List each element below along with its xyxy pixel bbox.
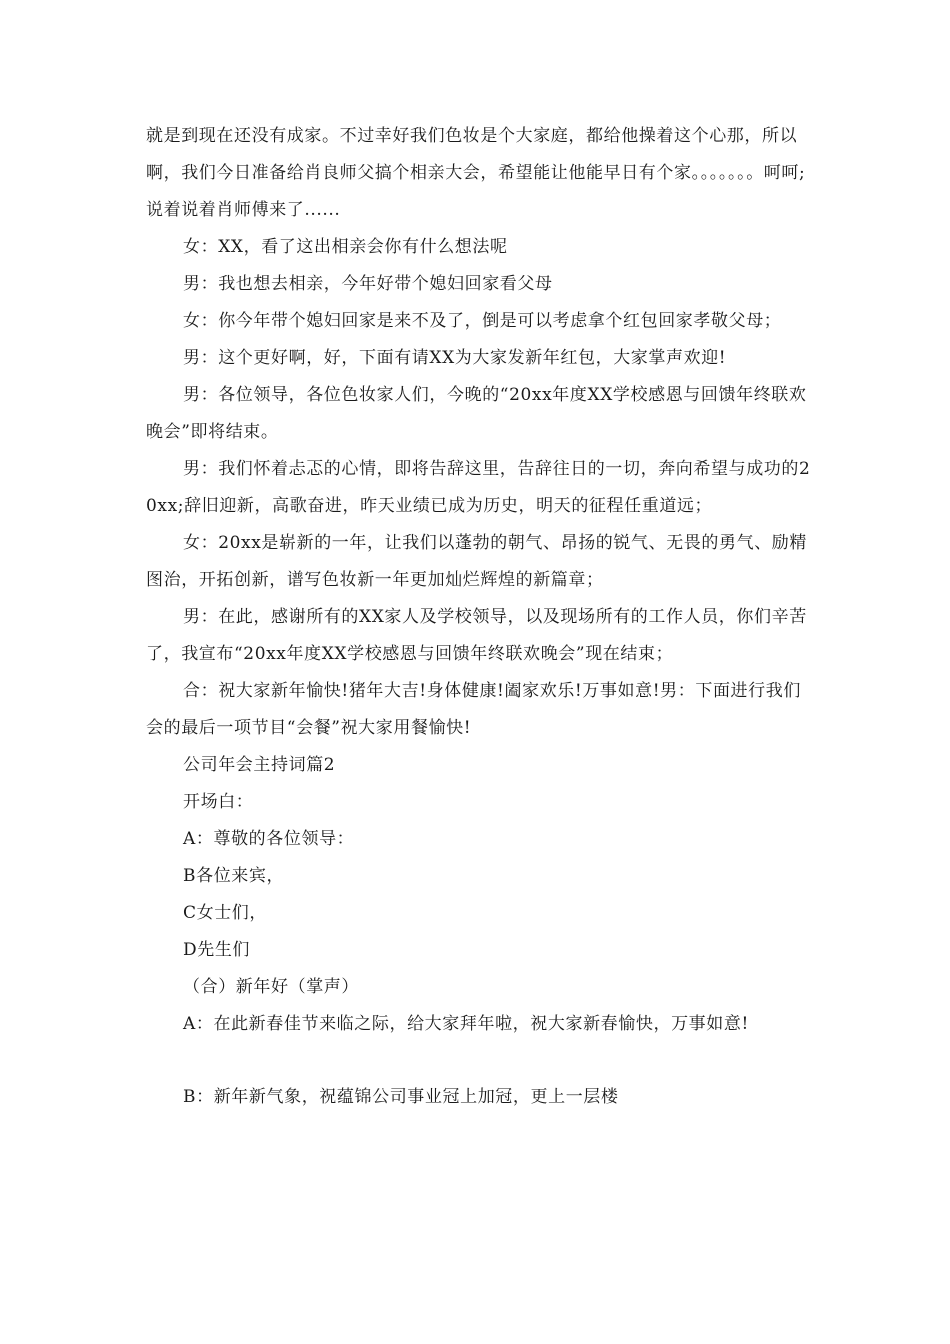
paragraph-dialogue: 男：这个更好啊，好，下面有请XX为大家发新年红包，大家掌声欢迎!: [183, 348, 727, 368]
paragraph-line: （合）新年好（掌声）: [183, 977, 359, 997]
paragraph-line: C女士们，: [183, 903, 268, 923]
paragraph-dialogue: 男：我们怀着忐忑的心情，即将告辞这里，告辞往日的一切，奔向希望与成功的20xx;辞旧迎新，高歌奋进，昨天业绩已成为历史，明天的征程任重道远；: [146, 459, 811, 516]
paragraph-label: 开场白：: [183, 792, 254, 812]
document-body: [146, 118, 816, 1116]
paragraph-line: B：新年新气象，祝蕴锦公司事业冠上加冠，更上一层楼: [183, 1087, 619, 1107]
paragraph-line: A：在此新春佳节来临之际，给大家拜年啦，祝大家新春愉快，万事如意!: [183, 1014, 749, 1034]
section-heading: 公司年会主持词篇2: [183, 755, 336, 775]
paragraph-dialogue: 合：祝大家新年愉快!猪年大吉!身体健康!阖家欢乐!万事如意!男：下面进行我们会的最后一项节目“会餐”祝大家用餐愉快!: [146, 681, 801, 738]
paragraph-dialogue: 女：你今年带个媳妇回家是来不及了，倒是可以考虑拿个红包回家孝敬父母；: [183, 311, 782, 331]
paragraph-spacer: [146, 1043, 816, 1079]
paragraph-dialogue: 男：在此，感谢所有的XX家人及学校领导，以及现场所有的工作人员，你们辛苦了，我宣布“20xx年度XX学校感恩与回馈年终联欢晚会”现在结束；: [146, 607, 807, 664]
paragraph-dialogue: 女：20xx是崭新的一年，让我们以蓬勃的朝气、昂扬的锐气、无畏的勇气、励精图治，开拓创新，谱写色妆新一年更加灿烂辉煌的新篇章；: [146, 533, 808, 590]
paragraph-line: A：尊敬的各位领导：: [183, 829, 355, 849]
paragraph-opening: 就是到现在还没有成家。不过幸好我们色妆是个大家庭，都给他操着这个心那，所以啊，我们今日准备给肖良师父搞个相亲大会，希望能让他能早日有个家。。。。。。。呵呵;说着说着肖师傅来了......: [146, 126, 806, 220]
paragraph-line: B各位来宾，: [183, 866, 285, 886]
paragraph-dialogue: 女：XX，看了这出相亲会你有什么想法呢: [183, 237, 508, 257]
paragraph-line: D先生们: [183, 940, 251, 960]
paragraph-dialogue: 男：各位领导，各位色妆家人们，今晚的“20xx年度XX学校感恩与回馈年终联欢晚会”即将结束。: [146, 385, 807, 442]
paragraph-dialogue: 男：我也想去相亲，今年好带个媳妇回家看父母: [183, 274, 553, 294]
